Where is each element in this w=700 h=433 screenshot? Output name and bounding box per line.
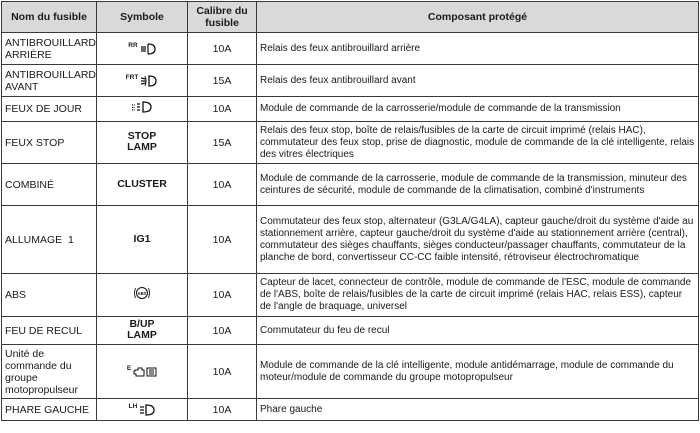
fuse-name: FEUX DE JOUR — [2, 97, 97, 122]
table-row — [2, 206, 699, 274]
protected-component: Module de commande de la carrosserie/module de commande de la transmission — [257, 97, 699, 122]
fuse-rating: 10A — [188, 317, 257, 345]
fuse-symbol — [97, 65, 188, 97]
fuse-name: COMBINÉ — [2, 164, 97, 206]
fuse-symbol — [97, 164, 188, 206]
ig1-symbol: IG1 — [133, 232, 151, 245]
daytime-running-lamp-icon — [131, 101, 153, 113]
table-row — [2, 97, 699, 122]
backup-lamp-symbol: B/UP LAMP — [127, 318, 157, 341]
protected-component: Relais des feux antibrouillard arrière — [257, 33, 699, 65]
fuse-symbol — [97, 399, 188, 421]
fuse-table — [1, 1, 699, 421]
fuse-rating: 10A — [188, 164, 257, 206]
table-row — [2, 65, 699, 97]
fuse-symbol — [97, 122, 188, 164]
front-fog-lamp-icon: FRT — [126, 75, 159, 87]
fuse-rating: 10A — [188, 399, 257, 421]
fuse-rating: 10A — [188, 206, 257, 274]
fuse-symbol — [97, 317, 188, 345]
fuse-rating: 15A — [188, 122, 257, 164]
fuse-rating: 15A — [188, 65, 257, 97]
cluster-symbol: CLUSTER — [117, 177, 167, 190]
header-rating: Calibre du fusible — [188, 2, 257, 33]
fuse-rating: 10A — [188, 345, 257, 399]
fuse-name: ALLUMAGE 1 — [2, 206, 97, 274]
table-row — [2, 122, 699, 164]
protected-component: Module de commande de la carrosserie, module de commande de la transmission, minuteur des ceintures de sécurité, module de commande de la climatisation, combiné d'instruments — [257, 164, 699, 206]
fuse-name: FEUX STOP — [2, 122, 97, 164]
engine-ecu-icon: E — [127, 366, 157, 378]
header-fuse-name: Nom du fusible — [2, 2, 97, 33]
table-row — [2, 345, 699, 399]
fuse-symbol — [97, 97, 188, 122]
protected-component: Commutateur du feu de recul — [257, 317, 699, 345]
table-row — [2, 164, 699, 206]
protected-component: Module de commande de la clé intelligente, module antidémarrage, module de commande du moteur/module de commande du groupe motopropulseur — [257, 345, 699, 399]
fuse-symbol — [97, 206, 188, 274]
fuse-symbol — [97, 33, 188, 65]
fuse-rating: 10A — [188, 274, 257, 317]
fuse-name: PHARE GAUCHE — [2, 399, 97, 421]
svg-text:ABS: ABS — [137, 291, 147, 296]
fuse-name: ANTIBROUILLARD AVANT — [2, 65, 97, 97]
fuse-symbol — [97, 274, 188, 317]
protected-component: Phare gauche — [257, 399, 699, 421]
table-header-row — [2, 2, 699, 33]
protected-component: Relais des feux antibrouillard avant — [257, 65, 699, 97]
left-headlamp-icon: LH — [129, 404, 156, 416]
header-symbol: Symbole — [97, 2, 188, 33]
protected-component: Relais des feux stop, boîte de relais/fusibles de la carte de circuit imprimé (relais HAC), commutateur des feux stop, prise de diagnostic, module de commande de la clé intelligente, relais des vitres électriques — [257, 122, 699, 164]
fuse-symbol — [97, 345, 188, 399]
stop-lamp-symbol: STOP LAMP — [127, 130, 157, 153]
fuse-name: Unité de commande du groupe motopropulseur — [2, 345, 97, 399]
fuse-rating: 10A — [188, 97, 257, 122]
fuse-rating: 10A — [188, 33, 257, 65]
rear-fog-lamp-icon: RR — [128, 43, 155, 55]
table-row — [2, 274, 699, 317]
fuse-name: ABS — [2, 274, 97, 317]
header-protected-component: Composant protégé — [257, 2, 699, 33]
table-row — [2, 33, 699, 65]
table-row — [2, 317, 699, 345]
protected-component: Commutateur des feux stop, alternateur (G3LA/G4LA), capteur gauche/droit du système d'aide au stationnement arrière, capteur gauche/droit du système d'aide au stationnement arrière (central), commutateur des sièges chauffants, sièges conducteur/passager chauffants, commutateur de la planche de bord, convertisseur CC-CC faible intensité, rétroviseur électrochromatique — [257, 206, 699, 274]
protected-component: Capteur de lacet, connecteur de contrôle, module de commande de l'ESC, module de commande de l'ABS, boîte de relais/fusibles de la carte de circuit imprimé (relais HAC, relais ESS), capteur de l'angle de braquage, universel — [257, 274, 699, 317]
fuse-name: FEU DE RECUL — [2, 317, 97, 345]
table-row — [2, 399, 699, 421]
fuse-name: ANTIBROUILLARD ARRIÈRE — [2, 33, 97, 65]
abs-icon — [133, 285, 151, 301]
